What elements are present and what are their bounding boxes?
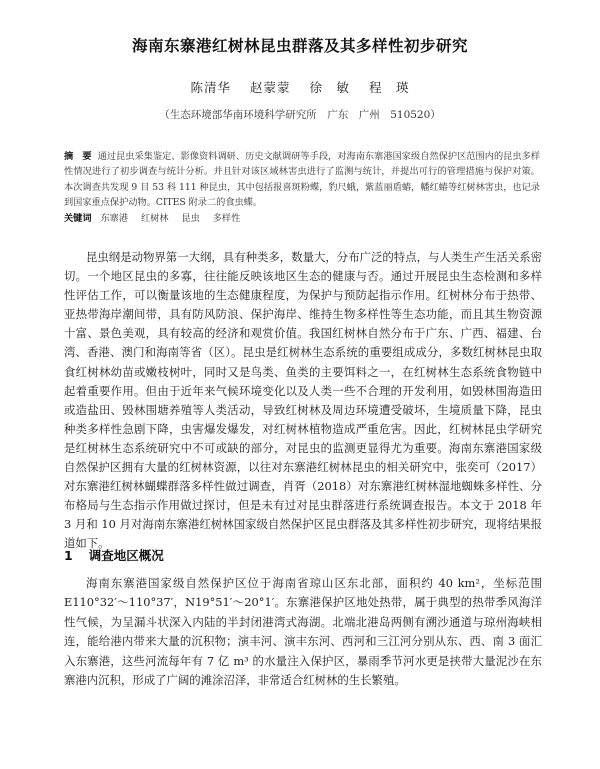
- abstract-text: 通过昆虫采集鉴定、影像资料调研、历史文献调研等手段，对海南东寨港国家级自然保护区范围内的昆虫多样性情况进行了初步调查与统计分析。并且针对该区域林害虫进行了监测与统计，并提出可行的管理措施与保护对策。本次调查共发现 9 目 53 科 111 种昆虫，其中包括报喜斑粉蝶，豹尺蛾，紫蓝丽盾蝽，幡红蝽等红树林害虫，也记录到国家重点保护动物。CITES 附录二的食虫蝶。: [64, 151, 541, 208]
- keywords: [64, 210, 540, 224]
- section-number: 1: [64, 548, 73, 563]
- author-name: 程 瑛: [368, 80, 410, 95]
- keywords-label: 关键词: [64, 213, 92, 224]
- abstract-label: 摘 要: [64, 151, 92, 162]
- abstract: [64, 149, 540, 210]
- keyword: 东寨港: [100, 213, 129, 224]
- keyword: 多样性: [212, 213, 241, 224]
- author-name: 陈清华: [190, 80, 231, 95]
- keyword: 昆虫: [181, 213, 200, 224]
- author-name: 赵蒙蒙: [249, 80, 291, 95]
- intro-paragraph: 昆虫纲是动物界第一大纲，具有种类多，数量大，分布广泛的特点，与人类生产生活关系密切。一个地区昆虫的多寡，往往能反映该地区生态的健康与否。通过开展昆虫生态检测和多样性评估工作，可以衡量该地的生态健康程度，为保护与预防起指示作用。红树林分布于热带、亚热带海岸潮间带，具有防风防浪、保护海岸、维持生物多样性等生态功能，而且其生物资源十富、景色美观，具有较高的经济和观赏价值。我国红树林自然分布于广东、广西、福建、台湾、香港、澳门和海南等省（区）。昆虫是红树林生态系统的重要组成成分，多数红树林昆虫取食红树林幼苗或嫩枝树叶，同时又是鸟类、鱼类的主要饵料之一，在红树林生态系统食物链中起着重要作用。但由于近年来气候环境变化以及人类一些不合理的开发利用，如毁林围海造田或造盐田、毁林围塘养殖等人类活动，导致红树林及周边环境遭受破坏，生境质量下降，昆虫种类多样性急剧下降，虫害爆发爆发，对红树林植物造成严重危害。因此，红树林昆虫学研究是红树林生态系统研究中不可或缺的部分，对昆虫的监测更显得尤为重要。海南东寨港国家级自然保护区拥有大量的红树林资源，以往对东寨港红树林昆虫的相关研究中，张奕可（2017）对东寨港红树林蝴蝶群落多样性做过调查，肖胥（2018）对东寨港红树林湿地蜘蛛多样性、分布格局与生态指示作用做过探讨，但是未有过对昆虫群落进行系统调查报告。本文于 2018 年 3 月和 10 月对海南东寨港红树林国家级自然保护区昆虫群落及其多样性初步研究，现将结果报道如下。: [64, 250, 542, 551]
- section-title: 调查地区概况: [88, 548, 164, 563]
- author-name: 徐 敏: [309, 80, 350, 95]
- affiliation: （生态环境部华南环境科学研究所 广东 广州 510520）: [159, 109, 441, 121]
- paper-title: 海南东寨港红树林昆虫群落及其多样性初步研究: [131, 37, 468, 55]
- section1-paragraph: 海南东寨港国家级自然保护区位于海南省琼山区东北部，面积约 40 km²，坐标范围 E110°32′～110°37′，N19°51′～20°1′。东寨港保护区地处热带，属于典型的热带季风海洋性气候，为呈漏斗状深入内陆的半封闭港湾式海湖。北端北港岛两侧有溯沙通道与琼州海峡相连，能给港内带来大量的沉积物；演丰河、演丰东河、西河和三江河分别从东、西、南 3 面汇入东寨港，这些河流每年有 7 亿 m³ 的水量注入保护区，暴雨季节河水更是挟带大量泥沙在东寨港内沉积，形成了广阔的滩涂沼泽，非常适合红树林的生长繁殖。: [64, 576, 542, 688]
- keyword: 红树林: [140, 213, 169, 224]
- author-list: [60, 78, 540, 96]
- section-heading: [64, 546, 540, 564]
